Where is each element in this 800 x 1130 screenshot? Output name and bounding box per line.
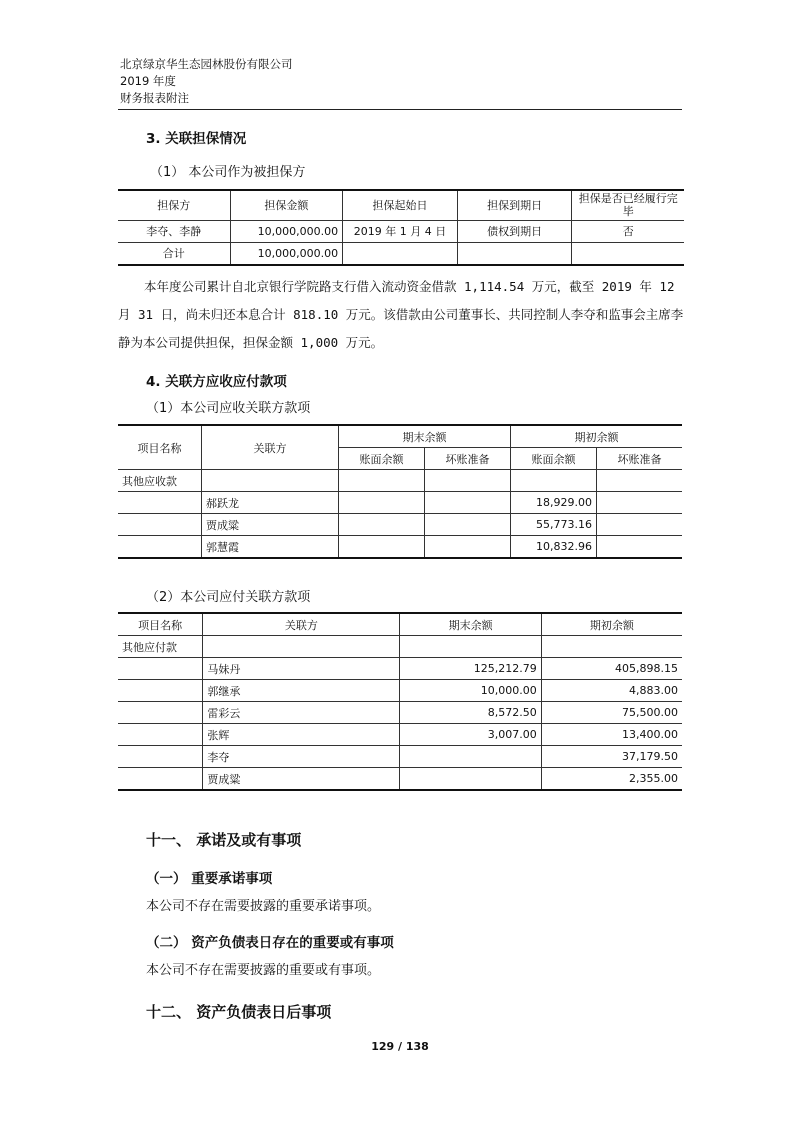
table-cell [118, 514, 202, 536]
commitments-title: （一） 重要承诺事项 [146, 871, 273, 887]
table-cell: 李夺、李静 [118, 220, 230, 242]
table-cell: 马妹丹 [203, 658, 400, 680]
guarantee-paragraph: 本年度公司累计自北京银行学院路支行借入流动资金借款 1,114.54 万元，截至 2019 年 12 月 31 日，尚未归还本息合计 818.10 万元。该借款由公司董事长、共同控制人李夺和监事会主席李静为本公司提供担保，担保金额 1,000 万元。 [118, 279, 684, 350]
table-cell [511, 470, 597, 492]
table-cell: 8,572.50 [400, 702, 541, 724]
table-cell: 125,212.79 [400, 658, 541, 680]
col-header: 担保是否已经履行完毕 [572, 190, 684, 220]
table-cell: 李夺 [203, 746, 400, 768]
table-row [118, 724, 682, 746]
table-row [118, 680, 682, 702]
section-12-title: 十二、 资产负债表日后事项 [146, 1003, 332, 1021]
table-cell: 郭慧霞 [202, 536, 339, 559]
table-cell: 其他应付款 [118, 636, 203, 658]
table-cell [597, 514, 683, 536]
table-cell: 合计 [118, 242, 230, 265]
table-cell: 3,007.00 [400, 724, 541, 746]
table-cell: 其他应收款 [118, 470, 202, 492]
section-4-title: 4. 关联方应收应付款项 [146, 374, 287, 390]
col-header: 担保金额 [230, 190, 343, 220]
col-header: 期初余额 [541, 613, 682, 636]
table-cell [425, 536, 511, 559]
table-cell: 37,179.50 [541, 746, 682, 768]
table-cell [118, 702, 203, 724]
table-cell [425, 492, 511, 514]
table-cell [339, 536, 425, 559]
table-cell [118, 536, 202, 559]
table-cell: 10,832.96 [511, 536, 597, 559]
section-11-title: 十一、 承诺及或有事项 [146, 831, 302, 849]
receivable-table [118, 424, 682, 559]
table-cell [541, 636, 682, 658]
table-row [118, 536, 682, 559]
table-cell [400, 746, 541, 768]
table-cell [339, 492, 425, 514]
table-cell: 贾成粱 [203, 768, 400, 791]
table-cell [118, 768, 203, 791]
table-cell: 10,000,000.00 [230, 220, 343, 242]
table-cell: 4,883.00 [541, 680, 682, 702]
table-cell [457, 242, 572, 265]
col-header: 期初余额 [511, 425, 683, 448]
table-cell [118, 658, 203, 680]
table-cell: 否 [572, 220, 684, 242]
contingencies-title: （二） 资产负债表日存在的重要或有事项 [146, 935, 394, 951]
payable-subtitle: （2）本公司应付关联方款项 [146, 590, 311, 605]
col-header: 担保起始日 [343, 190, 458, 220]
table-cell: 2,355.00 [541, 768, 682, 791]
table-cell: 55,773.16 [511, 514, 597, 536]
col-header: 期末余额 [339, 425, 511, 448]
table-row [118, 636, 682, 658]
table-cell [118, 746, 203, 768]
table-row [118, 746, 682, 768]
commitments-text: 本公司不存在需要披露的重要承诺事项。 [146, 899, 381, 914]
table-cell: 2019 年 1 月 4 日 [343, 220, 458, 242]
table-cell [597, 470, 683, 492]
receivable-subtitle: （1）本公司应收关联方款项 [146, 401, 311, 416]
page-number: 129 / 138 [371, 1040, 429, 1053]
table-cell: 贾成粱 [202, 514, 339, 536]
table-cell [425, 470, 511, 492]
header-doc: 财务报表附注 [120, 91, 189, 105]
table-row [118, 514, 682, 536]
table-cell: 18,929.00 [511, 492, 597, 514]
payable-table [118, 612, 682, 791]
table-row [118, 768, 682, 791]
col-header: 担保到期日 [457, 190, 572, 220]
table-cell: 13,400.00 [541, 724, 682, 746]
table-cell [202, 470, 339, 492]
table-cell: 债权到期日 [457, 220, 572, 242]
table-cell: 10,000.00 [400, 680, 541, 702]
col-header: 坏账准备 [597, 448, 683, 470]
table-row [118, 702, 682, 724]
guarantee-table [118, 189, 684, 266]
col-header: 项目名称 [118, 425, 202, 470]
table-row [118, 470, 682, 492]
col-header: 账面余额 [339, 448, 425, 470]
table-cell [597, 492, 683, 514]
table-cell: 405,898.15 [541, 658, 682, 680]
table-cell [597, 536, 683, 559]
table-row [118, 658, 682, 680]
col-header: 关联方 [203, 613, 400, 636]
table-cell: 郝跃龙 [202, 492, 339, 514]
section-3-subtitle: （1） 本公司作为被担保方 [150, 165, 306, 180]
table-cell: 75,500.00 [541, 702, 682, 724]
table-cell [343, 242, 458, 265]
table-cell [400, 768, 541, 791]
header-rule [118, 109, 682, 110]
col-header: 关联方 [202, 425, 339, 470]
col-header: 期末余额 [400, 613, 541, 636]
header-year: 2019 年度 [120, 74, 176, 88]
table-cell [118, 680, 203, 702]
col-header: 项目名称 [118, 613, 203, 636]
table-cell: 张辉 [203, 724, 400, 746]
table-row [118, 492, 682, 514]
table-cell: 10,000,000.00 [230, 242, 343, 265]
header-company: 北京绿京华生态园林股份有限公司 [120, 57, 293, 71]
table-cell [118, 724, 203, 746]
col-header: 担保方 [118, 190, 230, 220]
table-cell [572, 242, 684, 265]
table-cell: 雷彩云 [203, 702, 400, 724]
section-3-title: 3. 关联担保情况 [146, 131, 247, 147]
col-header: 坏账准备 [425, 448, 511, 470]
table-cell [118, 492, 202, 514]
table-cell [400, 636, 541, 658]
table-cell [339, 470, 425, 492]
col-header: 账面余额 [511, 448, 597, 470]
table-cell [203, 636, 400, 658]
table-cell [425, 514, 511, 536]
table-cell [339, 514, 425, 536]
table-cell: 郭继承 [203, 680, 400, 702]
contingencies-text: 本公司不存在需要披露的重要或有事项。 [146, 963, 381, 978]
